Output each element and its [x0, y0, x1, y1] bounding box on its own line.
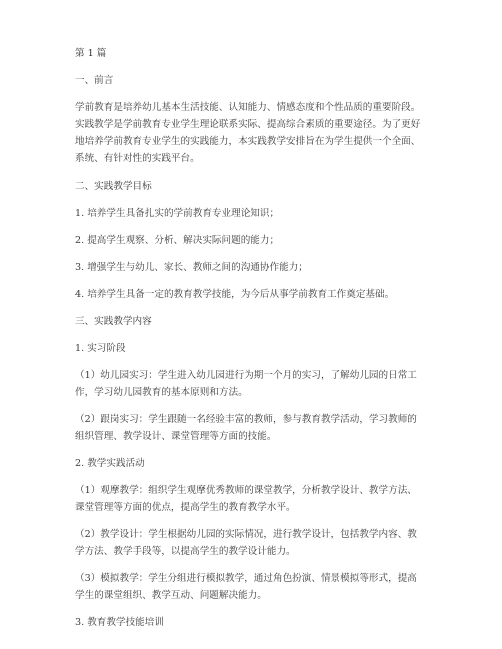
paragraph-line: 系统、有针对性的实践平台。 [75, 153, 200, 164]
paragraph-line: （2）教学设计：学生根据幼儿园的实际情况，进行教学设计，包括教学内容、教 [75, 529, 417, 540]
section-heading-goals: 二、实践教学目标 [75, 181, 152, 192]
paragraph-line: 作，学习幼儿园教育的基本原则和方法。 [75, 387, 248, 398]
paragraph-line: 地培养学前教育专业学生的实践能力，本实践教学安排旨在为学生提供一个全面、 [75, 136, 421, 147]
paragraph-line: 学生的课堂组织、教学互动、问题解决能力。 [75, 590, 267, 601]
paragraph-line: 学方法、教学手段等，以提高学生的教学设计能力。 [75, 546, 296, 557]
paragraph-line: 课堂管理等方面的优点，提高学生的教育教学水平。 [75, 502, 296, 513]
intro-paragraph [75, 99, 435, 167]
paragraph-line: （3）模拟教学：学生分组进行模拟教学，通过角色扮演、情景模拟等形式，提高 [75, 573, 417, 584]
subsection-heading-teaching-practice: 2. 教学实践活动 [75, 458, 145, 469]
section-heading-intro: 一、前言 [75, 75, 114, 86]
paragraph-line: （1）观摩教学：组织学生观摩优秀教师的课堂教学，分析教学设计、教学方法、 [75, 485, 417, 496]
goal-item: 2. 提高学生观察、分析、解决实际问题的能力； [75, 235, 280, 246]
paragraph-line: 组织管理、教学设计、课堂管理等方面的技能。 [75, 431, 277, 442]
teaching-paragraph-1 [75, 482, 435, 516]
teaching-paragraph-2 [75, 526, 435, 560]
paragraph-line: 学前教育是培养幼儿基本生活技能、认知能力、情感态度和个性品质的重要阶段。 [75, 102, 421, 113]
goal-item: 3. 增强学生与幼儿、家长、教师之间的沟通协作能力； [75, 262, 308, 273]
goal-item: 1. 培养学生具备扎实的学前教育专业理论知识； [75, 208, 280, 219]
internship-paragraph-1 [75, 367, 435, 401]
teaching-paragraph-3 [75, 570, 435, 604]
document-body [75, 45, 435, 631]
section-heading-content: 三、实践教学内容 [75, 316, 152, 327]
document-title: 第 1 篇 [75, 48, 107, 59]
subsection-heading-skills-training: 3. 教育教学技能培训 [75, 617, 164, 628]
paragraph-line: 实践教学是学前教育专业学生理论联系实际、提高综合素质的重要途径。为了更好 [75, 119, 421, 130]
internship-paragraph-2 [75, 411, 435, 445]
subsection-heading-internship: 1. 实习阶段 [75, 343, 126, 354]
goal-item: 4. 培养学生具备一定的教育教学技能，为今后从事学前教育工作奠定基础。 [75, 289, 395, 300]
paragraph-line: （2）跟岗实习：学生跟随一名经验丰富的教师，参与教育教学活动，学习教师的 [75, 414, 417, 425]
paragraph-line: （1）幼儿园实习：学生进入幼儿园进行为期一个月的实习，了解幼儿园的日常工 [75, 370, 417, 381]
